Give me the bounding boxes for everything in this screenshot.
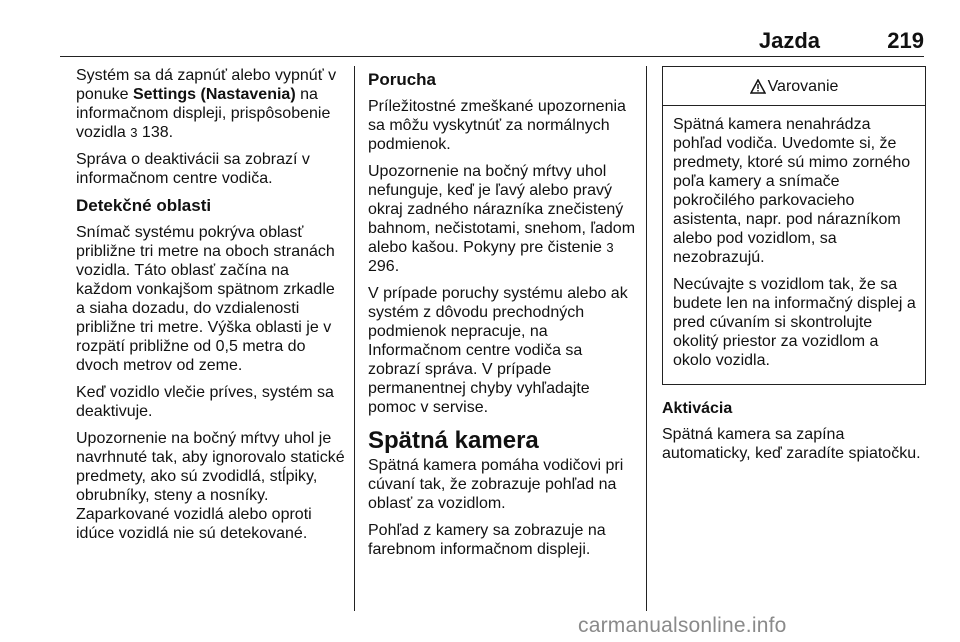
warning-triangle-icon xyxy=(750,79,766,94)
paragraph-camera-display: Pohľad z kamery sa zobrazuje na farebnom informačnom displeji. xyxy=(368,522,606,558)
section-title: Jazda xyxy=(758,28,820,53)
page-reference[interactable]: 296. xyxy=(368,258,400,275)
column-1 xyxy=(76,66,348,551)
column-divider xyxy=(354,66,355,611)
paragraph-settings: Systém sa dá zapnúť alebo vypnúť v ponuke Settings (Nastavenia) na informačnom displeji, prispôsobenie vozidla 3 138. xyxy=(76,67,337,141)
paragraph-detection: Snímač systému pokrýva oblasť približne tri metre na oboch stranách vozidla. Táto oblasť začína na každom vonkajšom spätnom zrkadle a siaha dozadu, do vzdialenosti približne tri metre. Výška oblasti je v rozpätí približne od 0,5 metra do dvoch metrov od zeme. xyxy=(76,224,335,374)
watermark: carmanualsonline.info xyxy=(578,614,787,637)
paragraph-static-objects: Upozornenie na bočný mŕtvy uhol je navrhnuté tak, aby ignorovalo statické predmety, ako sú zvodidlá, stĺpiky, obrubníky, steny a nosníky. Zaparkované vozidlá alebo oproti idúce vozidlá nie sú detekované. xyxy=(76,430,345,542)
warning-title-bar xyxy=(663,67,925,106)
paragraph-deactivation: Správa o deaktivácii sa zobrazí v informačnom centre vodiča. xyxy=(76,151,310,187)
heading-fault: Porucha xyxy=(368,70,437,89)
heading-rear-camera: Spätná kamera xyxy=(368,427,539,454)
paragraph-activation: Spätná kamera sa zapína automaticky, keď zaradíte spiatočku. xyxy=(662,426,921,462)
warning-title: Varovanie xyxy=(767,77,839,95)
paragraph-trailer: Keď vozidlo vlečie príves, systém sa deaktivuje. xyxy=(76,384,334,420)
warning-body xyxy=(663,106,925,384)
warning-paragraph: Necúvajte s vozidlom tak, že sa budete len na informačný displej a pred cúvaním si skontrolujte okolitý priestor za vozidlom a okolo vozidla. xyxy=(673,276,916,369)
menu-name: Settings (Nastavenia) xyxy=(132,86,296,103)
warning-paragraph: Spätná kamera nenahrádza pohľad vodiča. Uvedomte si, že predmety, ktoré sú mimo zorného poľa kamery a snímače pokročilého parkovacieho asistenta, napr. pod nárazníkom alebo pod vozidlom, sa nezobrazujú. xyxy=(673,116,911,266)
page-reference[interactable]: 138. xyxy=(137,124,174,141)
column-3 xyxy=(662,66,926,471)
column-2 xyxy=(368,66,638,567)
paragraph-system-fault: V prípade poruchy systému alebo ak systém z dôvodu prechodných podmienok nepracuje, na Informačnom centre vodiča sa zobrazí správa. V prípade permanentnej chyby vyhľadajte pomoc v servise. xyxy=(368,285,628,416)
paragraph-missed-alerts: Príležitostné zmeškané upozornenia sa môžu vyskytnúť za normálnych podmienok. xyxy=(368,98,626,153)
page-ref-arrow-icon: 3 xyxy=(606,240,614,255)
column-divider xyxy=(646,66,647,611)
page-number: 219 xyxy=(887,28,924,53)
heading-detection-zones: Detekčné oblasti xyxy=(76,196,212,215)
paragraph-camera-help: Spätná kamera pomáha vodičovi pri cúvaní tak, že zobrazuje pohľad na oblasť za vozidlom. xyxy=(368,457,624,512)
page-ref-arrow-icon: 3 xyxy=(130,125,138,140)
heading-activation: Aktivácia xyxy=(662,400,733,417)
paragraph-dirty-bumper: Upozornenie na bočný mŕtvy uhol nefunguje, keď je ľavý alebo pravý okraj zadného nárazníka znečistený bahnom, nečistotami, snehom, ľadom alebo kašou. Pokyny pre čistenie 3 296. xyxy=(368,163,636,275)
page-header xyxy=(60,28,924,57)
warning-box xyxy=(662,66,926,385)
